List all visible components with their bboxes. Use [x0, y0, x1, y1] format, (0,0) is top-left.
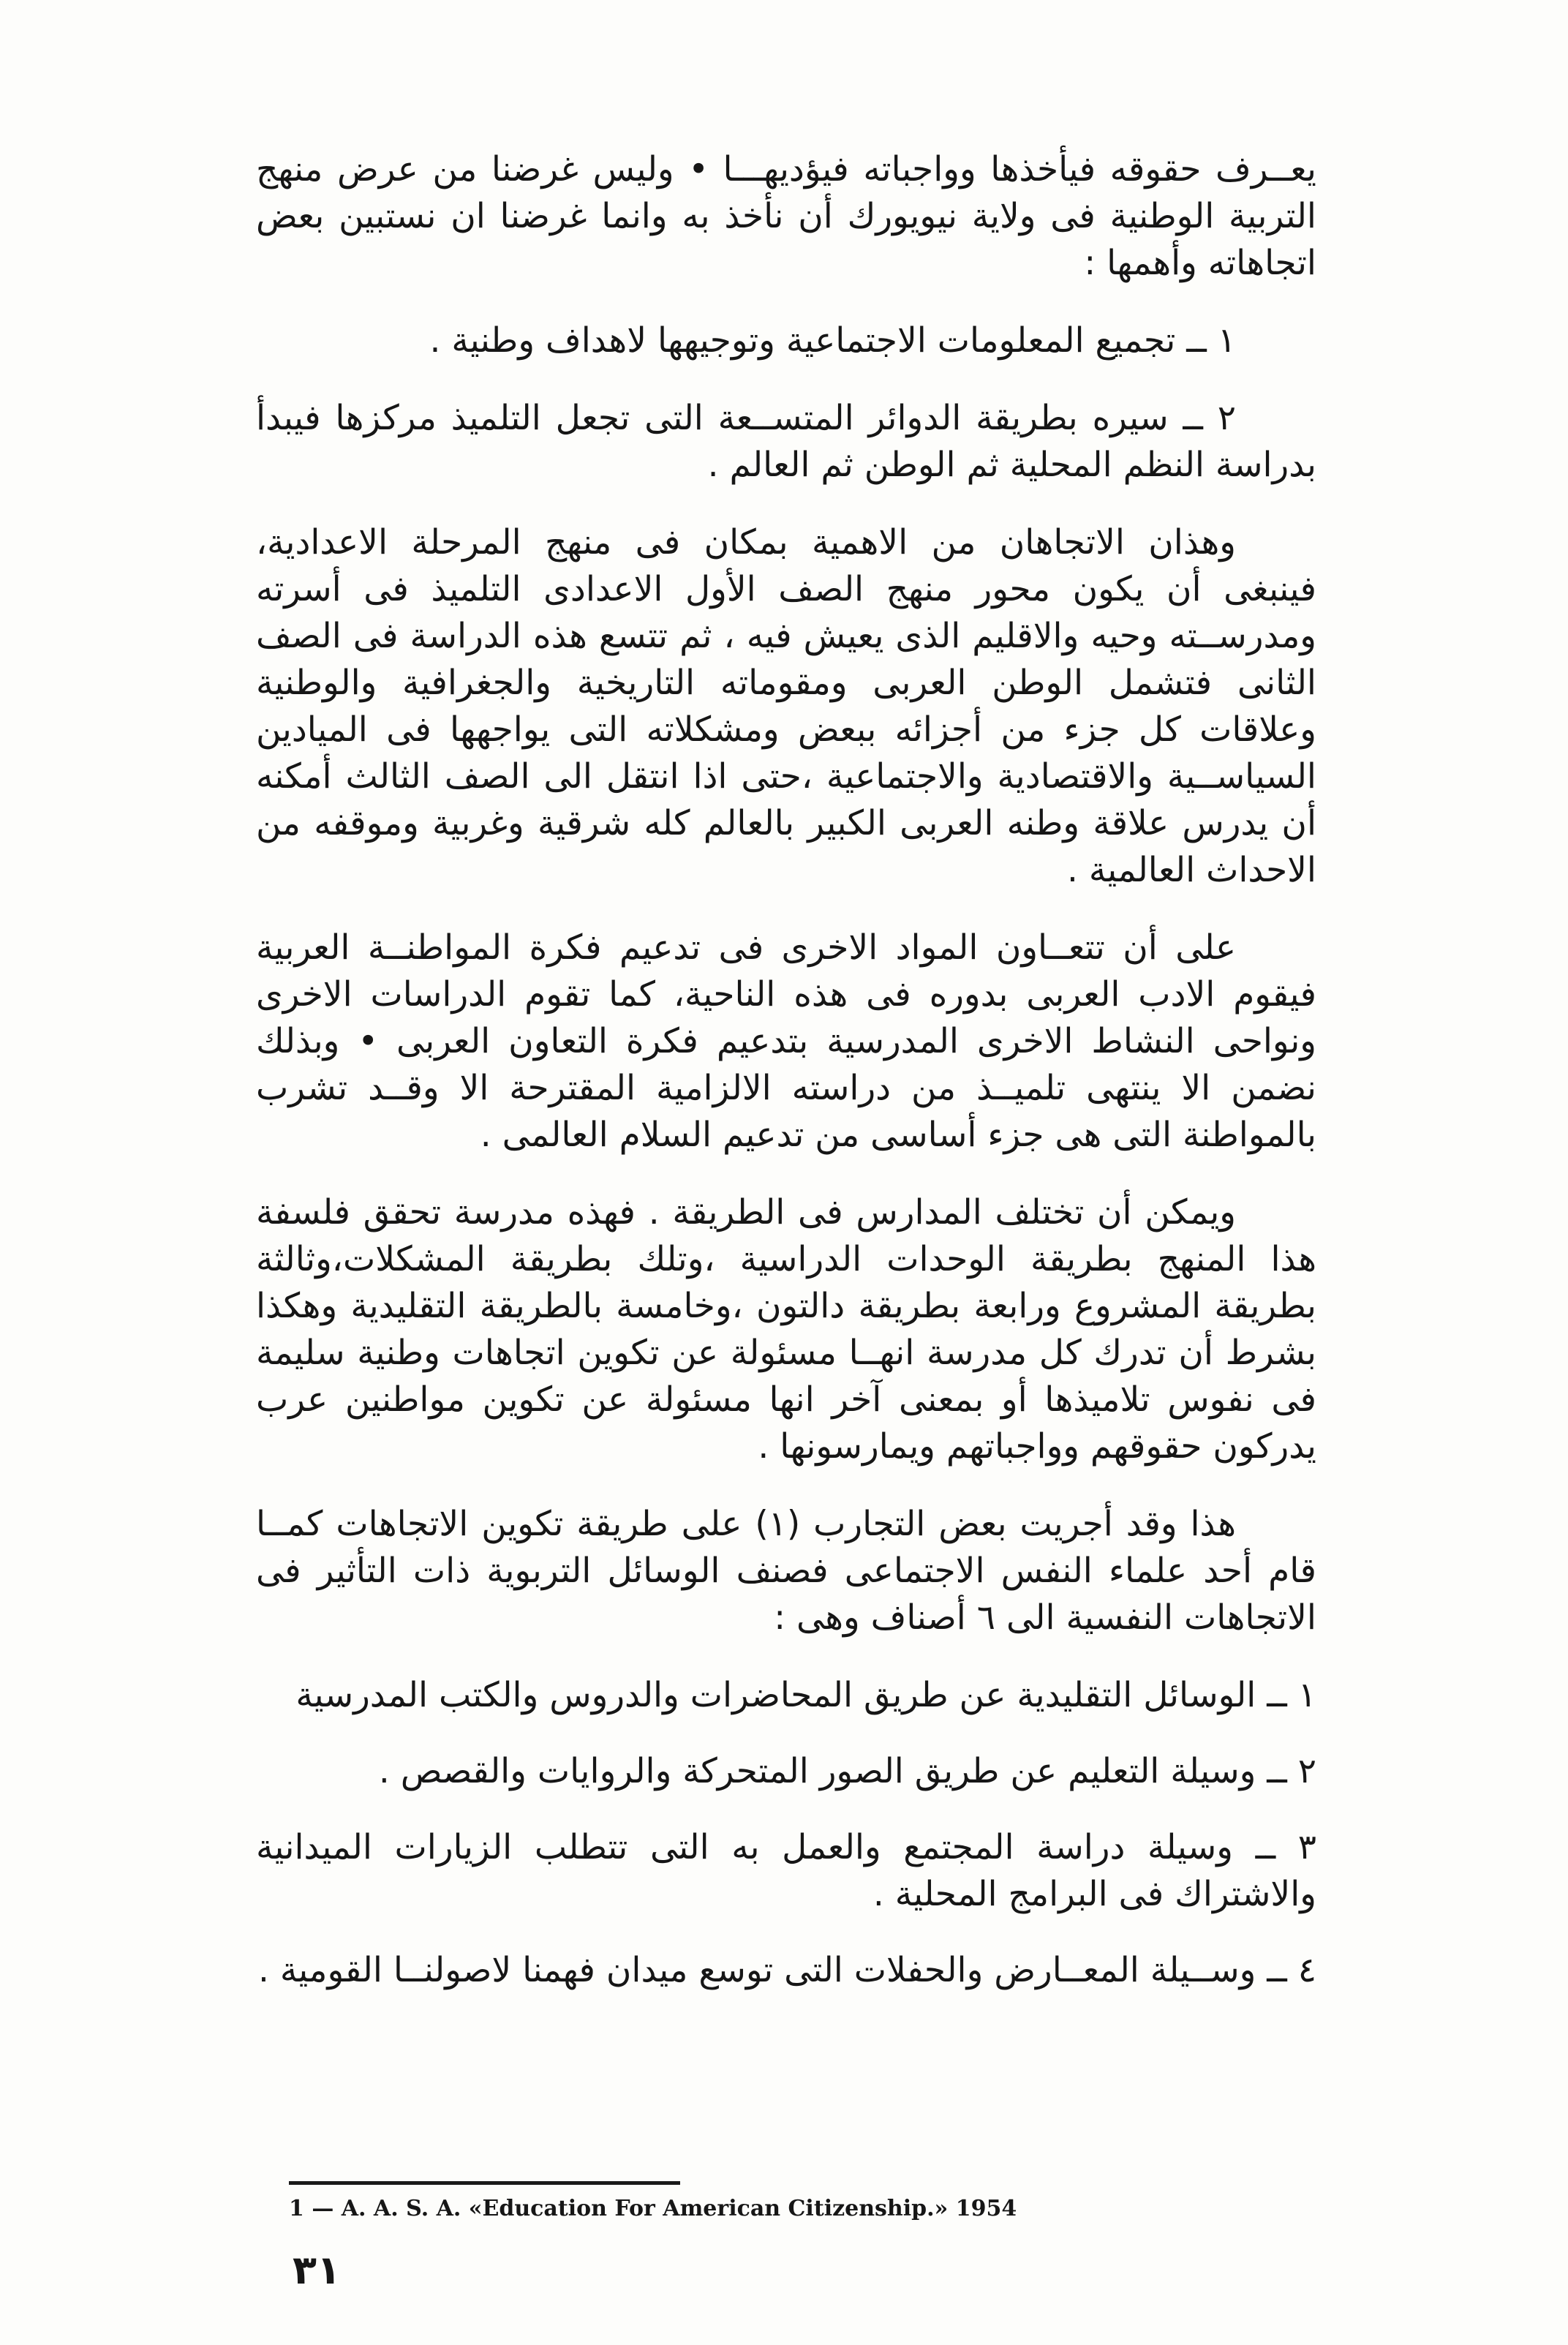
- list-item-3: ٣ ــ وسيلة دراسة المجتمع والعمل به التى تتطلب الزيارات الميدانية والاشتراك فى البرامج المحلية .: [256, 1827, 1316, 1914]
- paragraph-point-1: ١ ــ تجميع المعلومات الاجتماعية وتوجيهها لاهداف وطنية .: [429, 320, 1236, 361]
- paragraph-intro: يعــرف حقوقه فيأخذها وواجباته فيؤديهـــا • وليس غرضنا من عرض منهج التربية الوطنية فى ولاية نيويورك أن نأخذ به وانما غرضنا ان نستبين بعض اتجاهاته وأهمها :: [256, 149, 1316, 283]
- paragraph-preparatory-stage: وهذان الاتجاهان من الاهمية بمكان فى منهج المرحلة الاعدادية، فينبغى أن يكون محور منهج الصف الأول الاعدادى التلميذ فى أسرته ومدرســته وحيه والاقليم الذى يعيش فيه ، ثم تتسع هذه الدراسة فى الصف الثانى فتشمل الوطن العربى ومقوماته التاريخية والجغرافية والوطنية وعلاقات كل جزء من أجزائه ببعض ومشكلاته التى يواجهها فى الميادين السياســية والاقتصادية والاجتماعية ،حتى اذا انتقل الى الصف الثالث أمكنه أن يدرس علاقة وطنه العربى الكبير بالعالم كله شرقية وغربية وموقفه من الاحداث العالمية .: [256, 522, 1316, 890]
- paragraph-point-2: ٢ ــ سيره بطريقة الدوائر المتســعة التى تجعل التلميذ مركزها فيبدأ بدراسة النظم المحلية ثم الوطن ثم العالم .: [256, 398, 1316, 485]
- page-number: ٣١: [293, 2247, 341, 2293]
- paragraph-school-methods: ويمكن أن تختلف المدارس فى الطريقة . فهذه مدرسة تحقق فلسفة هذا المنهج بطريقة الوحدات الدراسية ،وتلك بطريقة المشكلات،وثالثة بطريقة المشروع ورابعة بطريقة دالتون ،وخامسة بالطريقة التقليدية وهكذا بشرط أن تدرك كل مدرسة انهــا مسئولة عن تكوين اتجاهات وطنية سليمة فى نفوس تلاميذها أو بمعنى آخر انها مسئولة عن تكوين مواطنين عرب يدركون حقوقهم وواجباتهم ويمارسونها .: [256, 1192, 1316, 1467]
- footnote: 1 — A. A. S. A. «Education For American Citizenship.» 1954: [289, 2196, 1017, 2221]
- paragraph-experiments: هذا وقد أجريت بعض التجارب (١) على طريقة تكوين الاتجاهات كمــا قام أحد علماء النفس الاجتماعى فصنف الوسائل التربوية ذات التأثير فى الاتجاهات النفسية الى ٦ أصناف وهى :: [256, 1504, 1316, 1638]
- footnote-divider: [289, 2181, 680, 2185]
- body-text: [256, 146, 1316, 2023]
- list-item-1: ١ ــ الوسائل التقليدية عن طريق المحاضرات والدروس والكتب المدرسية: [295, 1675, 1316, 1715]
- paragraph-arab-citizenship: على أن تتعــاون المواد الاخرى فى تدعيم فكرة المواطنــة العربية فيقوم الادب العربى بدوره فى هذه الناحية، كما تقوم الدراسات الاخرى ونواحى النشاط الاخرى المدرسية بتدعيم فكرة التعاون العربى • وبذلك نضمن الا ينتهى تلميــذ من دراسته الالزامية المقترحة الا وقــد تشرب بالمواطنة التى هى جزء أساسى من تدعيم السلام العالمى .: [256, 927, 1316, 1155]
- list-item-2: ٢ ــ وسيلة التعليم عن طريق الصور المتحركة والروايات والقصص .: [378, 1751, 1316, 1791]
- list-item-4: ٤ ــ وســيلة المعــارض والحفلات التى توسع ميدان فهمنا لاصولنــا القومية .: [258, 1950, 1316, 1990]
